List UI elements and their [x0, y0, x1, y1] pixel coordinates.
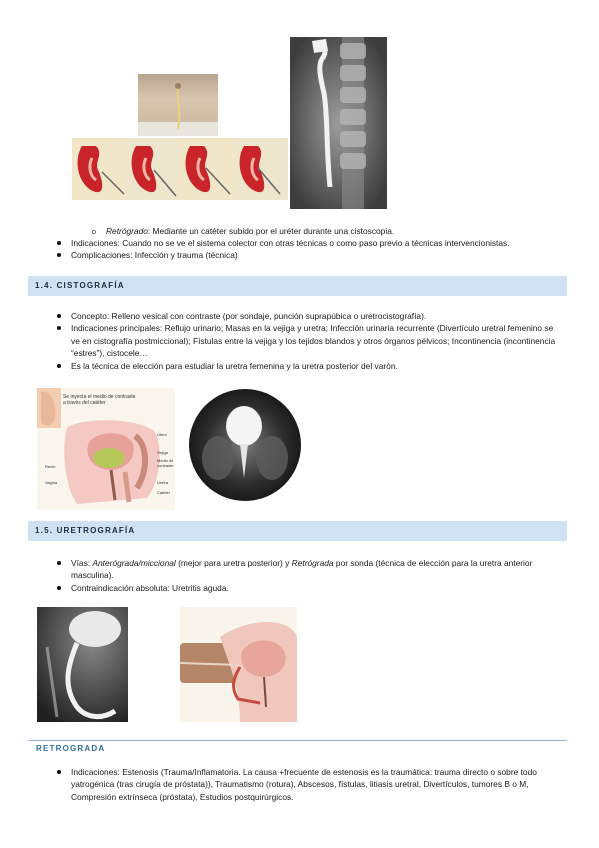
- cistografia-bullet-list: [55, 310, 560, 372]
- retrograde-description: : Mediante un catéter subido por el uréter durante una cistoscopia.: [147, 226, 395, 236]
- male-pelvis-drawing: [180, 607, 297, 722]
- pyelo-bullet-list: [55, 237, 560, 262]
- vias-prefix: Vías:: [71, 558, 93, 568]
- uretrografia-bullet-list: [55, 557, 560, 594]
- retrograda-title: RETROGRADA: [36, 744, 106, 753]
- list-item: Indicaciones: Estenosis (Trauma/Inflamatoria. La causa +frecuente de estenosis es la traumática: trauma directo o sobre todo yatrogénica (tras cirugía de próstata)), Traumatismo (rotura), Abscesos, fístulas, litiasis uretral, Divertículos, tumores B o M, Compresión extrínseca (próstata), Estudios postquirúrgicos.: [55, 766, 560, 803]
- nephrostomy-tube-drawing: [138, 74, 218, 136]
- list-item: Indicaciones: Cuando no se ve el sistema colector con otras técnicas o como paso previo a técnicas intervencionistas.: [55, 237, 560, 249]
- label-recto: Recto: [45, 464, 56, 469]
- diagram-caption: [63, 394, 136, 406]
- male-urethra-diagram: [180, 607, 297, 722]
- caption-line-2: a través del catéter: [63, 400, 106, 406]
- label-utero: Útero: [157, 432, 167, 437]
- vias-mid: (mejor para uretra posterior) y: [175, 558, 292, 568]
- label-cateter: Catéter: [157, 490, 171, 495]
- cystography-anatomy-diagram: [37, 388, 175, 510]
- kidney-puncture-panels: [72, 138, 288, 200]
- label-vejiga: Vejiga: [157, 450, 168, 455]
- patient-nephrostomy-photo: [138, 74, 218, 136]
- vias-retrograde: Retrógrada: [291, 558, 334, 568]
- section-divider: [28, 740, 567, 741]
- vias-anterograde: Anterógrada/miccional: [92, 558, 176, 568]
- caption-line-1: Se inyecta el medio de contraste: [63, 394, 136, 400]
- retrograde-pyelography-xray: [290, 37, 387, 209]
- section-header-cistografia: 1.4. CISTOGRAFÍA: [28, 276, 567, 296]
- retrograda-bullet-list: [55, 766, 560, 803]
- label-uretra: Uretra: [157, 480, 169, 485]
- label-medio-2: contraste: [157, 463, 174, 468]
- list-item: Concepto: Relleno vesical con contraste (por sondaje, punción suprapúbica o uretrocistografía).: [55, 310, 560, 322]
- cystography-xray: [188, 388, 302, 502]
- list-item: Es la técnica de elección para estudiar la uretra femenina y la uretra posterior del varón.: [55, 360, 560, 372]
- urethrography-xray: [37, 607, 128, 722]
- label-medio-1: Medio de: [157, 458, 174, 463]
- xray-drawing: [290, 37, 387, 209]
- label-medio: [157, 458, 173, 468]
- urethrogram-drawing: [37, 607, 128, 722]
- cystogram-drawing: [188, 388, 302, 502]
- list-item: [55, 557, 560, 582]
- list-item: Contraindicación absoluta: Uretritis aguda.: [55, 582, 560, 594]
- retrograde-label: Retrógrado: [106, 226, 148, 236]
- pelvic-anatomy-drawing: [37, 388, 175, 510]
- list-item: Indicaciones principales: Reflujo urinario; Masas en la vejiga y uretra; Infección urinaria recurrente (Divertículo uretral femenino se ve en cistografía postmiccional); Fístulas entre la vejiga y los tejidos blandos y otros órganos pélvicos; Incontinencia (incontinencia “estres”), cistocele…: [55, 322, 560, 359]
- vias-suffix: por sonda (técnica de elección para la uretra anterior masculina).: [71, 558, 533, 581]
- label-vagina: Vagina: [45, 480, 58, 485]
- section-header-uretrografia: 1.5. URETROGRAFÍA: [28, 521, 567, 541]
- kidney-panels-drawing: [72, 138, 288, 200]
- circle-bullet-icon: o: [92, 229, 96, 236]
- list-item: Complicaciones: Infección y trauma (técnica): [55, 249, 560, 261]
